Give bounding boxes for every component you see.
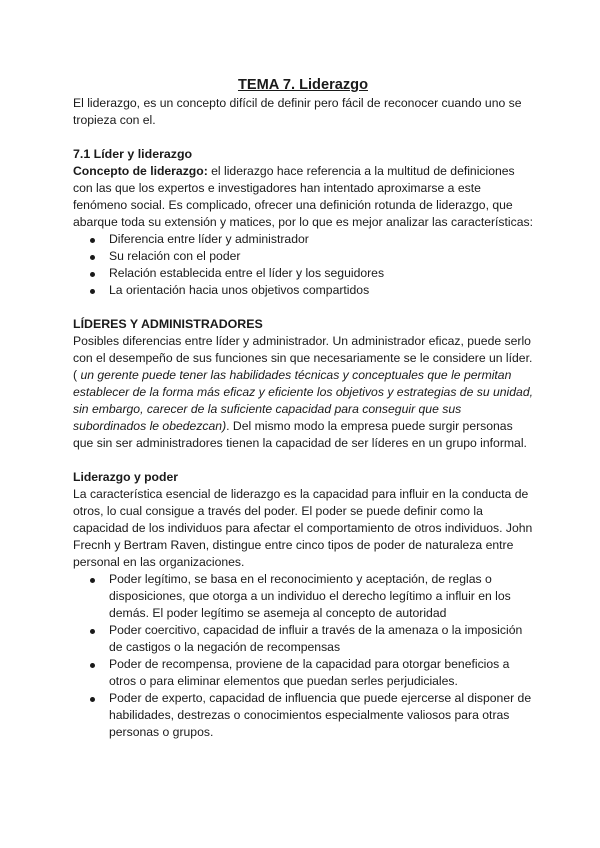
intro-paragraph: El liderazgo, es un concepto difícil de definir pero fácil de reconocer cuando uno se tropieza con el.	[73, 96, 522, 127]
concept-text: el liderazgo hace referencia a la multitud de definiciones con las que los expertos e investigadores han intentado aproximarse a este fenómeno social. Es complicado, ofrecer una definición rotunda de liderazgo, que abarque toda su extensión y matices, por lo que es mejor analizar las características:	[73, 164, 533, 229]
list-item: Relación establecida entre el líder y los seguidores	[73, 265, 533, 282]
list-item: Diferencia entre líder y administrador	[73, 231, 533, 248]
list-item: La orientación hacia unos objetivos compartidos	[73, 282, 533, 299]
list-item: Poder de experto, capacidad de influencia que puede ejercerse al disponer de habilidades, destrezas o conocimientos especialmente valiosos para otras personas o grupos.	[73, 690, 533, 741]
characteristics-list	[73, 231, 533, 299]
page-title: TEMA 7. Liderazgo	[237, 77, 368, 93]
lideres-text-italic: un gerente puede tener las habilidades técnicas y conceptuales que le permitan establecer de la forma más eficaz y eficiente los objetivos y estrategias de su unidad, sin embargo, carecer de la suficiente capacidad para conseguir que sus subordinados le obedezcan)	[73, 368, 533, 433]
section-heading-lideres-administradores: LÍDERES Y ADMINISTRADORES	[73, 317, 263, 331]
lideres-paragraph	[73, 333, 533, 452]
list-item: Su relación con el poder	[73, 248, 533, 265]
lideres-text-after: . Del mismo modo la empresa puede surgir personas que sin ser administradores tienen la capacidad de ser líderes en un grupo informal.	[73, 419, 527, 450]
section-heading-lider: 7.1 Líder y liderazgo	[73, 147, 193, 161]
concept-paragraph	[73, 163, 533, 231]
section-heading-liderazgo-poder: Liderazgo y poder	[73, 470, 178, 484]
document-content	[73, 76, 533, 741]
concept-label: Concepto de liderazgo:	[73, 164, 208, 178]
list-item: Poder de recompensa, proviene de la capacidad para otorgar beneficios a otros o para eliminar elementos que puedan serles perjudiciales.	[73, 656, 533, 690]
lideres-text-before: Posibles diferencias entre líder y administrador. Un administrador eficaz, puede serlo con el desempeño de sus funciones sin que necesariamente se le considere un líder. (	[73, 334, 533, 382]
power-types-list	[73, 571, 533, 741]
poder-paragraph: La característica esencial de liderazgo es la capacidad para influir en la conducta de otros, lo cual consigue a través del poder. El poder se puede definir como la capacidad de los individuos para afectar el comportamiento de otros individuos. John Frecnh y Bertram Raven, distingue entre cinco tipos de poder de naturaleza entre personal en las organizaciones.	[73, 487, 533, 569]
list-item: Poder coercitivo, capacidad de influir a través de la amenaza o la imposición de castigos o la negación de recompensas	[73, 622, 533, 656]
list-item: Poder legítimo, se basa en el reconocimiento y aceptación, de reglas o disposiciones, que otorga a un individuo el derecho legítimo a influir en los demás. El poder legítimo se asemeja al concepto de autoridad	[73, 571, 533, 622]
